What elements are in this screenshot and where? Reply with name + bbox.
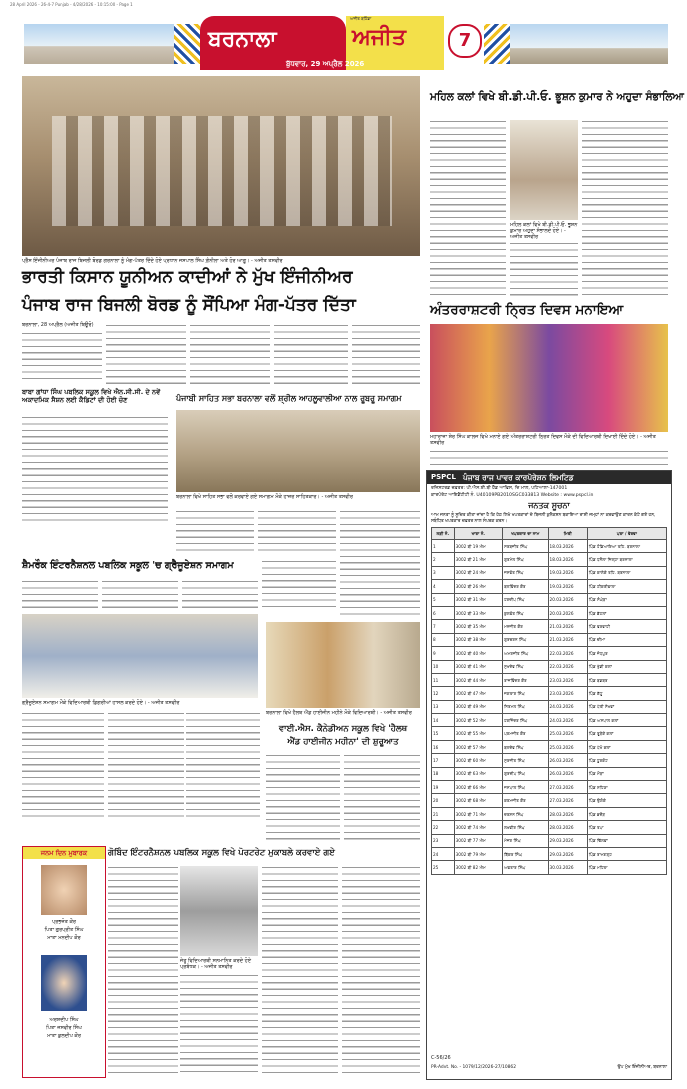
tender-row	[432, 700, 667, 713]
tender-table-wrap	[431, 527, 667, 875]
pspcl-logo: PSPCL	[431, 473, 456, 481]
main-headline-line2: ਪੰਜਾਬ ਰਾਜ ਬਿਜਲੀ ਬੋਰਡ ਨੂੰ ਸੌਂਪਿਆ ਮੰਗ-ਪੱਤਰ ਦਿੱਤਾ	[22, 295, 356, 315]
shemrock-body-col6	[186, 710, 260, 820]
shemrock-body-col7	[22, 710, 104, 820]
mehal-kalan-body-col3	[582, 118, 668, 298]
tender-cell: 27.03.2026	[548, 781, 587, 794]
tender-cell: ਹਰਜਿੰਦਰ ਸਿੰਘ	[503, 714, 548, 727]
pattern-left	[174, 24, 200, 64]
masthead-photo-left	[24, 24, 174, 64]
tender-cell: 22.03.2026	[548, 647, 587, 660]
tender-cell: 27.03.2026	[548, 794, 587, 807]
tender-cell: 21.03.2026	[548, 620, 587, 633]
tender-cell: 25.03.2026	[548, 740, 587, 753]
health-month-photo	[266, 622, 420, 708]
birthday-child2-photo	[41, 955, 87, 1011]
tender-cell: 3002 ਬੀ 24 ਐਮ	[454, 566, 502, 579]
tender-row	[432, 606, 667, 619]
tender-cell: 8	[432, 633, 455, 646]
tender-cell: ਪਰਮਜੀਤ ਕੌਰ	[503, 727, 548, 740]
tender-cell: 28.03.2026	[548, 807, 587, 820]
tender-cell: 13	[432, 700, 455, 713]
main-story-body-col4	[274, 322, 348, 384]
tender-cell: 12	[432, 687, 455, 700]
tender-cell: ਬਲਵਿੰਦਰ ਕੌਰ	[503, 580, 548, 593]
tender-cell: ਸਰਬਜੀਤ ਸਿੰਘ	[503, 540, 548, 553]
tender-cell: 3002 ਬੀ 41 ਐਮ	[454, 660, 502, 673]
tender-cell: ਪਿੰਡ ਫਰਵਾਹੀ	[587, 620, 666, 633]
health-month-body-col2	[344, 752, 420, 844]
tender-cell: 25	[432, 861, 455, 874]
tender-table	[431, 527, 667, 875]
birthday-child1-name: ਪ੍ਰਭਜੋਤ ਕੌਰ	[52, 919, 76, 925]
tender-cell: 17	[432, 754, 455, 767]
print-slug: 28 April 2026 - 26-4-7 Punjab - 4/28/2026 - 10:15:00 - Page 1	[10, 2, 133, 7]
tender-row	[432, 834, 667, 847]
tender-cell: 3002 ਬੀ 66 ਐਮ	[454, 781, 502, 794]
tender-cell: 3002 ਬੀ 40 ਐਮ	[454, 647, 502, 660]
tender-cell: 7	[432, 620, 455, 633]
sahit-sabha-photo	[176, 410, 420, 492]
tender-cell: ਪਿੰਡ ਖੁੱਡੀ ਕਲਾਂ	[587, 660, 666, 673]
gobind-body-col3	[262, 864, 338, 1074]
tender-row	[432, 821, 667, 834]
tender-cell: ਪਿੰਡ ਜੋਧਪੁਰ	[587, 647, 666, 660]
tender-cell: 4	[432, 580, 455, 593]
dance-day-photo	[430, 324, 668, 432]
tender-cell: 23.03.2026	[548, 687, 587, 700]
main-story-body-col1	[22, 330, 102, 384]
tender-cell: 16	[432, 740, 455, 753]
tender-cell: 26.03.2026	[548, 754, 587, 767]
tender-cell: ਕਰਮਜੀਤ ਕੌਰ	[503, 794, 548, 807]
tender-cell: 28.03.2026	[548, 821, 587, 834]
tender-cell: ਗੁਰਚਰਨ ਸਿੰਘ	[503, 633, 548, 646]
birthday-child2-name: ਅਰਸ਼ਦੀਪ ਸਿੰਘ	[49, 1017, 79, 1023]
tender-row	[432, 593, 667, 606]
tender-cell: 3002 ਬੀ 55 ਐਮ	[454, 727, 502, 740]
tender-cell: 2	[432, 553, 455, 566]
masthead-paper: ਅਜੀਤ	[352, 24, 406, 50]
shemrock-body-col1	[22, 578, 98, 612]
tender-row	[432, 673, 667, 686]
tender-cell: 20	[432, 794, 455, 807]
birthday-child1-father: ਪਿਤਾ ਗੁਰਪ੍ਰੀਤ ਸਿੰਘ	[44, 927, 84, 933]
tender-row	[432, 566, 667, 579]
tender-cell: ਪਿੰਡ ਰਾਮਗੜ੍ਹ	[587, 847, 666, 860]
tender-row	[432, 660, 667, 673]
tender-cell: ਬਿੱਕਰ ਸਿੰਘ	[503, 847, 548, 860]
main-headline-line1: ਭਾਰਤੀ ਕਿਸਾਨ ਯੂਨੀਅਨ ਕਾਦੀਆਂ ਨੇ ਮੁੱਖ ਇੰਜੀਨੀਅਰ	[22, 267, 353, 287]
tender-cell: ਕੁਲਵੰਤ ਸਿੰਘ	[503, 606, 548, 619]
tender-cell: ਪਿੰਡ ਤਪਾ	[587, 821, 666, 834]
tender-cell: ਦਰਸ਼ਨ ਸਿੰਘ	[503, 807, 548, 820]
gobind-photo	[180, 866, 258, 956]
shemrock-photo	[22, 614, 258, 698]
tender-row	[432, 754, 667, 767]
sahit-sabha-caption: ਬਰਨਾਲਾ ਵਿਖੇ ਸਾਹਿਤ ਸਭਾ ਵਲੋਂ ਕਰਵਾਏ ਗਏ ਸਮਾਗਮ ਮੌਕੇ ਹਾਜ਼ਰ ਸਾਹਿਤਕਾਰ। - ਅਜੀਤ ਤਸਵੀਰ	[176, 494, 354, 500]
tender-cell: 29.03.2026	[548, 847, 587, 860]
tender-cell: ਪਿੰਡ ਸੰਘੇੜਾ	[587, 593, 666, 606]
shemrock-body-col3	[182, 578, 258, 612]
mehal-kalan-body-col2	[510, 240, 578, 298]
tender-cell: ਪਿੰਡ ਮਹਿਤਾ	[587, 861, 666, 874]
shemrock-headline: ਸ਼ੈਮਰੌਕ ਇੰਟਰਨੈਸ਼ਨਲ ਪਬਲਿਕ ਸਕੂਲ 'ਚ ਗ੍ਰੈਜੂਏਸ਼ਨ ਸਮਾਗਮ	[22, 560, 234, 571]
tender-row	[432, 620, 667, 633]
shemrock-body-col5	[108, 710, 184, 820]
sahit-sabha-body-col2	[258, 508, 336, 554]
tender-cell: 3002 ਬੀ 35 ਐਮ	[454, 620, 502, 633]
tender-row	[432, 807, 667, 820]
tender-row	[432, 687, 667, 700]
tender-row	[432, 861, 667, 874]
tender-cell: 3002 ਬੀ 63 ਐਮ	[454, 767, 502, 780]
tender-cin: ਕਾਰਪੋਰੇਟ ਆਇਡੈਂਟੀਟੀ ਨੰ. U40109PB2010SGC033813 Website : www.pspcl.in	[431, 493, 594, 498]
tender-col-header: ਮਿਤੀ	[548, 528, 587, 540]
tender-cell: 3002 ਬੀ 44 ਐਮ	[454, 673, 502, 686]
tender-pr-no: PR-Advt. No. - 1079/12/2026-27/10862	[431, 1065, 517, 1070]
dance-day-body	[430, 448, 668, 468]
tender-cell: 6	[432, 606, 455, 619]
tender-cell: 22.03.2026	[548, 660, 587, 673]
tender-title: ਜਨਤਕ ਸੂਚਨਾ	[528, 501, 570, 510]
tender-footer-code: C-56/26	[431, 1055, 451, 1061]
birthday-child2-mother: ਮਾਤਾ ਕੁਲਦੀਪ ਕੌਰ	[47, 1033, 81, 1039]
tender-cell: 18.03.2026	[548, 553, 587, 566]
top-photo-memorandum	[22, 76, 420, 256]
gobind-caption: ਜੇਤੂ ਵਿਦਿਆਰਥੀ ਸਨਮਾਨਿਤ ਕਰਦੇ ਹੋਏ ਪ੍ਰਬੰਧਕ। - ਅਜੀਤ ਤਸਵੀਰ	[180, 958, 252, 970]
tender-cell: ਪਿੰਡ ਭੱਠਲਾਂ	[587, 606, 666, 619]
mehal-kalan-body-col1	[430, 118, 506, 298]
sahit-sabha-headline: ਪੰਜਾਬੀ ਸਾਹਿਤ ਸਭਾ ਬਰਨਾਲਾ ਵਲੋਂ ਸ਼੍ਰੀਲ ਆਹਲੂਵਾਲੀਆ ਨਾਲ ਰੂਬਰੂ ਸਮਾਗਮ	[176, 394, 402, 403]
tender-col-header: ਖਪਤਕਾਰ ਦਾ ਨਾਮ	[503, 528, 548, 540]
masthead	[0, 10, 687, 72]
baba-gandha-headline: ਬਾਬਾ ਗਾਂਧਾ ਸਿੰਘ ਪਬਲਿਕ ਸਕੂਲ ਵਿਖੇ ਐਨ.ਸੀ.ਸੀ. ਦੇ ਨਵੇਂ ਅਕਾਦਮਿਕ ਸੈਸ਼ਨ ਲਈ ਕੈਡਿਟਾਂ ਦੀ ਹੋਈ ਚੋਣ	[22, 388, 161, 404]
tender-cell: 1	[432, 540, 455, 553]
tender-cell: ਰਾਜਵਿੰਦਰ ਕੌਰ	[503, 673, 548, 686]
gobind-body-col2	[180, 972, 258, 1074]
tender-cell: ਸੁਰਜੀਤ ਸਿੰਘ	[503, 754, 548, 767]
shemrock-body-col4	[262, 558, 336, 612]
tender-cell: 25.03.2026	[548, 727, 587, 740]
gobind-body-col1	[108, 864, 178, 1074]
main-story-body-col5	[352, 322, 420, 384]
tender-cell: 11	[432, 673, 455, 686]
tender-row	[432, 553, 667, 566]
sahit-sabha-body-col3	[340, 508, 420, 618]
tender-cell: ਪਿੰਡ ਹੰਡਿਆਇਆ ਤਹਿ. ਬਰਨਾਲਾ	[587, 540, 666, 553]
birthday-child1-photo	[41, 865, 87, 915]
tender-cell: ਗੁਰਮੇਲ ਸਿੰਘ	[503, 553, 548, 566]
tender-cell: ਪਿੰਡ ਪੱਤੀ ਸੇਖਵਾਂ	[587, 700, 666, 713]
pattern-right	[484, 24, 510, 64]
tender-cell: ਨਿਰਮਲ ਸਿੰਘ	[503, 700, 548, 713]
tender-notice	[426, 470, 672, 1080]
tender-row	[432, 727, 667, 740]
tender-company: ਪੰਜਾਬ ਰਾਜ ਪਾਵਰ ਕਾਰਪੋਰੇਸ਼ਨ ਲਿਮਟਿਡ	[463, 473, 574, 482]
masthead-small-label: ਅਜੀਤ ਬਠਿੰਡਾ	[350, 16, 372, 21]
tender-cell: ਪਿੰਡ ਧੂਰਕੋਟ	[587, 754, 666, 767]
mehal-kalan-portrait-caption: ਮਹਿਲ ਕਲਾਂ ਵਿਖੇ ਬੀ.ਡੀ.ਪੀ.ਓ. ਭੂਸ਼ਨ ਕੁਮਾਰ ਅਹੁਦਾ ਸੰਭਾਲਦੇ ਹੋਏ। - ਅਜੀਤ ਤਸਵੀਰ	[510, 222, 578, 240]
tender-row	[432, 781, 667, 794]
tender-col-header: ਪਤਾ / ਵੇਰਵਾ	[587, 528, 666, 540]
masthead-photo-right	[510, 24, 668, 64]
tender-cell: 3002 ਬੀ 49 ਐਮ	[454, 700, 502, 713]
tender-cell: 15	[432, 727, 455, 740]
tender-cell: 29.03.2026	[548, 834, 587, 847]
tender-cell: 30.03.2026	[548, 861, 587, 874]
tender-cell: 20.03.2026	[548, 606, 587, 619]
tender-cell: 19.03.2026	[548, 580, 587, 593]
tender-cell: ਜਸਵੰਤ ਸਿੰਘ	[503, 566, 548, 579]
tender-cell: 14	[432, 714, 455, 727]
main-story-dateline: ਬਰਨਾਲਾ, 28 ਅਪ੍ਰੈਲ (ਅਜੀਤ ਬਿਊਰੋ)	[22, 322, 94, 328]
tender-cell: 23	[432, 834, 455, 847]
tender-cell: ਪਿੰਡ ਸ਼ਹਿਣਾ	[587, 781, 666, 794]
tender-cell: 3002 ਬੀ 33 ਐਮ	[454, 606, 502, 619]
tender-cell: 24.03.2026	[548, 714, 587, 727]
tender-cell: ਅਮਰਜੀਤ ਸਿੰਘ	[503, 647, 548, 660]
gobind-headline: ਗੋਬਿੰਦ ਇੰਟਰਨੈਸ਼ਨਲ ਪਬਲਿਕ ਸਕੂਲ ਵਿਖੇ ਪੋਰਟਰੇਟ ਮੁਕਾਬਲੇ ਕਰਵਾਏ ਗਏ	[108, 848, 335, 858]
tender-cell: 3002 ਬੀ 77 ਐਮ	[454, 834, 502, 847]
tender-cell: 18	[432, 767, 455, 780]
tender-signatory: ਉਪ ਮੁੱਖ ਇੰਜੀਨੀਅਰ, ਬਰਨਾਲਾ	[617, 1065, 667, 1070]
tender-cell: ਪਿੰਡ ਰੂੜੇਕੇ ਕਲਾਂ	[587, 727, 666, 740]
gobind-body-col4	[342, 864, 420, 1074]
sahit-sabha-body-col1	[176, 508, 254, 554]
tender-cell: 3002 ਬੀ 71 ਐਮ	[454, 807, 502, 820]
tender-cell: ਪਿੰਡ ਅਸਪਾਲ ਕਲਾਂ	[587, 714, 666, 727]
tender-cell: ਗੁਰਦੀਪ ਸਿੰਘ	[503, 767, 548, 780]
tender-cell: 3002 ਬੀ 47 ਐਮ	[454, 687, 502, 700]
dance-day-caption: ਮਹਾਰਾਜਾ ਸ਼ੇਰ ਸਿੰਘ ਕਾਲਜ ਵਿਖੇ ਮਨਾਏ ਗਏ ਅੰਤਰਰਾਸ਼ਟਰੀ ਨ੍ਰਿਤ ਦਿਵਸ ਮੌਕੇ ਦੀ ਵਿਦਿਆਰਥੀ ਦਿਖਾਈ ਦਿੰਦੇ ਹੋਏ। - ਅਜੀਤ ਤਸਵੀਰ	[430, 434, 656, 446]
tender-cell: 3002 ਬੀ 57 ਐਮ	[454, 740, 502, 753]
tender-row	[432, 580, 667, 593]
health-month-body-col1	[266, 752, 340, 844]
health-month-headline-line1: ਵਾਈ.ਐਸ. ਕੈਨੇਡੀਅਨ ਸਕੂਲ ਵਿਖੇ 'ਹੈਲਥ	[278, 724, 408, 734]
tender-cell: 18.03.2026	[548, 540, 587, 553]
shemrock-caption: ਗ੍ਰੈਜੂਏਸ਼ਨ ਸਮਾਗਮ ਮੌਕੇ ਵਿਦਿਆਰਥੀ ਡਿਗਰੀਆਂ ਹਾਸਲ ਕਰਦੇ ਹੋਏ। - ਅਜੀਤ ਤਸਵੀਰ	[22, 700, 180, 706]
tender-cell: ਮਨਜੀਤ ਕੌਰ	[503, 620, 548, 633]
tender-cell: ਜਸਪਾਲ ਸਿੰਘ	[503, 781, 548, 794]
mehal-kalan-portrait	[510, 120, 578, 220]
tender-cell: ਪਿੰਡ ਬਡਬਰ	[587, 673, 666, 686]
tender-cell: ਮੇਜਰ ਸਿੰਘ	[503, 834, 548, 847]
tender-cell: ਪਿੰਡ ਉਗੋਕੇ	[587, 794, 666, 807]
tender-cell: 3002 ਬੀ 21 ਐਮ	[454, 553, 502, 566]
tender-cell: 22	[432, 821, 455, 834]
tender-cell: 3002 ਬੀ 68 ਐਮ	[454, 794, 502, 807]
tender-cell: ਪਿੰਡ ਚੀਮਾ	[587, 633, 666, 646]
tender-cell: 3	[432, 566, 455, 579]
tender-cell: 10	[432, 660, 455, 673]
tender-cell: ਹਰਦੀਪ ਸਿੰਘ	[503, 593, 548, 606]
birthday-child2-father: ਪਿਤਾ ਜਸਵੀਰ ਸਿੰਘ	[46, 1025, 82, 1031]
birthday-title: ਜਨਮ ਦਿਨ ਮੁਬਾਰਕ	[23, 847, 105, 859]
tender-cell: ਪਿੰਡ ਕਾਲੇਕੇ ਤਹਿ. ਬਰਨਾਲਾ	[587, 566, 666, 579]
birthday-box	[22, 846, 106, 1078]
tender-cell: ਬਲਦੇਵ ਸਿੰਘ	[503, 740, 548, 753]
tender-cell: 3002 ਬੀ 60 ਐਮ	[454, 754, 502, 767]
tender-cell: ਸੁਖਦੇਵ ਸਿੰਘ	[503, 660, 548, 673]
tender-cell: 3002 ਬੀ 26 ਐਮ	[454, 580, 502, 593]
tender-row	[432, 714, 667, 727]
tender-cell: 3002 ਬੀ 38 ਐਮ	[454, 633, 502, 646]
tender-cell: ਪਿੰਡ ਮੌੜਾਂ	[587, 767, 666, 780]
tender-cell: ਲਖਵੀਰ ਸਿੰਘ	[503, 821, 548, 834]
tender-row	[432, 633, 667, 646]
tender-col-header: ਖਾਤਾ ਨੰ.	[454, 528, 502, 540]
tender-cell: 9	[432, 647, 455, 660]
tender-cell: ਜਗਤਾਰ ਸਿੰਘ	[503, 687, 548, 700]
dance-day-headline: ਅੰਤਰਰਾਸ਼ਟਰੀ ਨ੍ਰਿਤ ਦਿਵਸ ਮਨਾਇਆ	[430, 302, 624, 318]
tender-cell: 26.03.2026	[548, 767, 587, 780]
tender-col-header: ਲੜੀ ਨੰ.	[432, 528, 455, 540]
tender-cell: ਪਿੰਡ ਕੱਟੂ	[587, 687, 666, 700]
tender-cell: 21	[432, 807, 455, 820]
tender-cell: ਪਿੰਡ ਪੱਖੋ ਕਲਾਂ	[587, 740, 666, 753]
tender-cell: 24	[432, 847, 455, 860]
tender-intro: ਆਮ ਜਨਤਾ ਨੂੰ ਸੂਚਿਤ ਕੀਤਾ ਜਾਂਦਾ ਹੈ ਕਿ ਹੇਠ ਲਿਖੇ ਖਪਤਕਾਰਾਂ ਦੇ ਬਿਜਲੀ ਕੁਨੈਕਸ਼ਨ ਬਕਾਇਆ ਰਾਸ਼ੀ ਜਮ੍ਹਾਂ ਨਾ ਕਰਵਾਉਣ ਕਾਰਨ ਕੱਟੇ ਗਏ ਹਨ, ਸਬੰਧਿਤ ਖਪਤਕਾਰ ਦਫ਼ਤਰ ਨਾਲ ਸੰਪਰਕ ਕਰਨ।	[431, 513, 656, 524]
masthead-date: ਬੁੱਧਵਾਰ, 29 ਅਪ੍ਰੈਲ 2026	[286, 60, 365, 68]
tender-row	[432, 767, 667, 780]
tender-row	[432, 740, 667, 753]
tender-cell: 3002 ਬੀ 82 ਐਮ	[454, 861, 502, 874]
tender-row	[432, 794, 667, 807]
tender-cell: ਪਿੰਡ ਭਦੌੜ	[587, 807, 666, 820]
tender-cell: 5	[432, 593, 455, 606]
tender-cell: 19	[432, 781, 455, 794]
tender-cell: 21.03.2026	[548, 633, 587, 646]
tender-cell: 3002 ਬੀ 52 ਐਮ	[454, 714, 502, 727]
health-month-headline-line2: ਐਂਡ ਹਾਈਜੀਨ ਮਹੀਨਾ' ਦੀ ਸ਼ੁਰੂਆਤ	[287, 737, 399, 747]
main-story-body-col2	[106, 322, 186, 384]
birthday-child1-mother: ਮਾਤਾ ਮਨਦੀਪ ਕੌਰ	[47, 935, 81, 941]
top-photo-caption: ਪ੍ਰੈੱਸ ਇੰਜੀਨੀਅਰ ਪੰਜਾਬ ਰਾਜ ਬਿਜਲੀ ਬੋਰਡ ਗਰਨਾਲਾ ਨੂੰ ਮੰਗ-ਪੱਤਰ ਦਿੰਦੇ ਹੋਏ ਪ੍ਰਧਾਨ ਜਸਪਾਲ ਸਿੰਘ ਗ਼ੰਨੀਲਾ ਅਤੇ ਹੋਰ ਆਗੂ। - ਅਜੀਤ ਤਸਵੀਰ	[22, 258, 283, 264]
tender-cell: 24.03.2026	[548, 700, 587, 713]
tender-regd-office: ਰਜਿਸਟਰਡ ਦਫ਼ਤਰ: ਪੀ.ਐਸ.ਈ.ਬੀ ਹੈੱਡ ਆਫਿਸ, ਦਿ ਮਾਲ, ਪਟਿਆਲਾ-147001	[431, 486, 568, 491]
mehal-kalan-headline: ਮਹਿਲ ਕਲਾਂ ਵਿਖੇ ਬੀ.ਡੀ.ਪੀ.ਓ. ਭੂਸ਼ਨ ਕੁਮਾਰ ਨੇ ਅਹੁਦਾ ਸੰਭਾਲਿਆ	[430, 91, 684, 103]
tender-cell: ਪਿੰਡ ਢਿੱਲਵਾਂ	[587, 834, 666, 847]
tender-cell: 20.03.2026	[548, 593, 587, 606]
tender-cell: ਪਿੰਡ ਠੀਕਰੀਵਾਲਾ	[587, 580, 666, 593]
page-number: 7	[458, 30, 472, 51]
tender-cell: 19.03.2026	[548, 566, 587, 579]
shemrock-body-col2	[102, 578, 178, 612]
tender-cell: 3002 ਬੀ 19 ਐਮ	[454, 540, 502, 553]
tender-row	[432, 647, 667, 660]
health-month-caption: ਬਰਨਾਲਾ ਵਿਖੇ ਹੈਲਥ ਐਂਡ ਹਾਈਜੀਨ ਮਹੀਨੇ ਮੌਕੇ ਵਿਦਿਆਰਥੀ। - ਅਜੀਤ ਤਸਵੀਰ	[266, 710, 412, 716]
tender-cell: 3002 ਬੀ 74 ਐਮ	[454, 821, 502, 834]
main-story-body-col3	[190, 322, 270, 384]
page-number-badge	[448, 24, 482, 58]
tender-cell: 23.03.2026	[548, 673, 587, 686]
tender-cell: 3002 ਬੀ 31 ਐਮ	[454, 593, 502, 606]
tender-header-bar	[427, 471, 671, 484]
tender-cell: ਅਵਤਾਰ ਸਿੰਘ	[503, 861, 548, 874]
tender-row	[432, 540, 667, 553]
baba-gandha-body	[22, 414, 168, 526]
tender-cell: 3002 ਬੀ 79 ਐਮ	[454, 847, 502, 860]
tender-row	[432, 847, 667, 860]
masthead-city: ਬਰਨਾਲਾ	[208, 26, 277, 52]
tender-cell: ਪਿੰਡ ਧਨੌਲਾ ਜ਼ਿਲ੍ਹਾ ਬਰਨਾਲਾ	[587, 553, 666, 566]
